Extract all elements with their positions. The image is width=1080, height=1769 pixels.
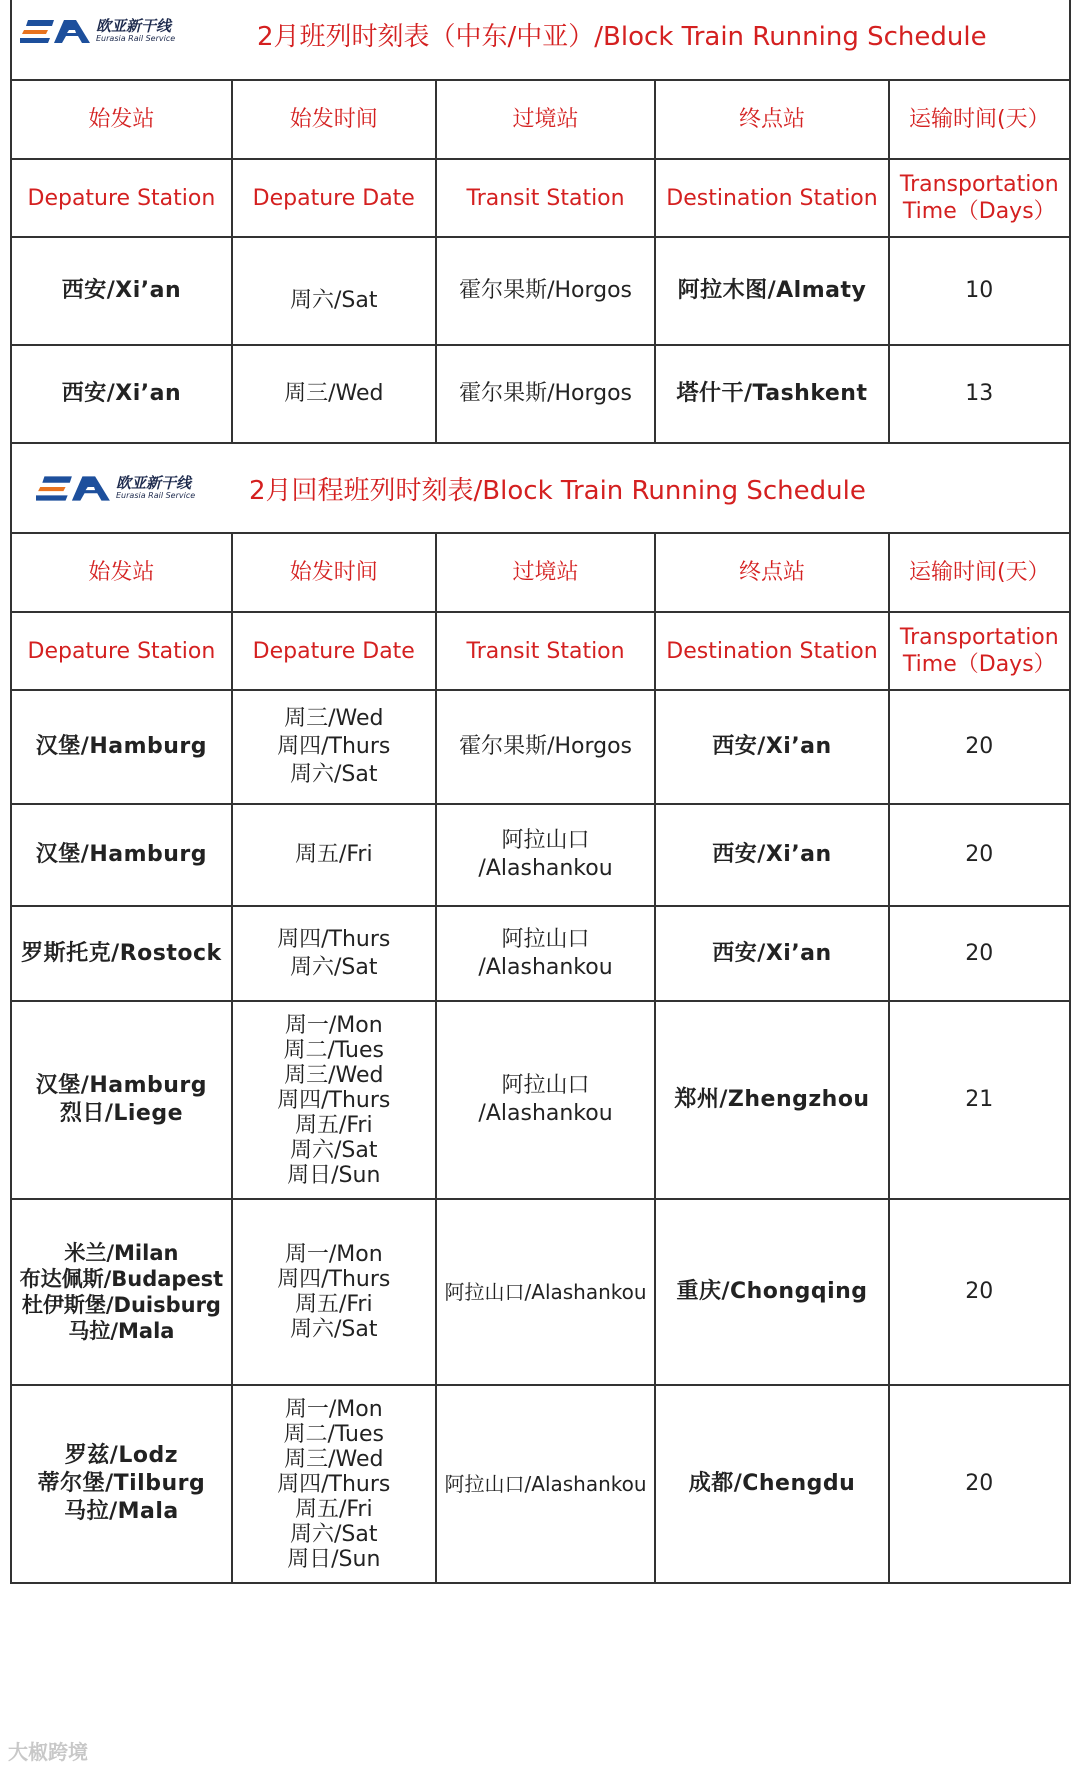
header-en-row <box>11 159 1070 237</box>
brand-logo <box>36 474 195 502</box>
outbound-table <box>10 79 1071 444</box>
days-cell: 20 <box>889 1199 1070 1385</box>
table-row <box>11 1199 1070 1385</box>
col-date-en: Depature Date <box>232 612 436 690</box>
col-date-en: Depature Date <box>232 159 436 237</box>
table-row <box>11 690 1070 804</box>
col-date-cn: 始发时间 <box>232 533 436 612</box>
days-cell: 13 <box>889 345 1070 443</box>
destination-cell: 阿拉木图/Almaty <box>655 237 888 345</box>
date-cell: 周一/Mon 周四/Thurs 周五/Fri 周六/Sat <box>232 1199 436 1385</box>
table-row <box>11 1385 1070 1583</box>
col-destination-en: Destination Station <box>655 612 888 690</box>
table-row <box>11 345 1070 443</box>
outbound-banner <box>10 0 1071 79</box>
days-cell: 20 <box>889 906 1070 1001</box>
watermark: 大椒跨境 <box>8 1740 88 1764</box>
table-row <box>11 1001 1070 1199</box>
destination-cell: 塔什干/Tashkent <box>655 345 888 443</box>
destination-cell: 西安/Xi’an <box>655 690 888 804</box>
col-destination-en: Destination Station <box>655 159 888 237</box>
col-date-cn: 始发时间 <box>232 80 436 159</box>
col-transit-en: Transit Station <box>436 159 656 237</box>
table-row <box>11 237 1070 345</box>
col-days-cn: 运输时间(天） <box>889 533 1070 612</box>
brand-en: Eurasia Rail Service <box>96 34 176 43</box>
transit-cell: 阿拉山口 /Alashankou <box>436 1001 656 1199</box>
date-cell: 周三/Wed <box>232 345 436 443</box>
date-cell: 周一/Mon 周二/Tues 周三/Wed 周四/Thurs 周五/Fri 周六/Sat 周日/Sun <box>232 1001 436 1199</box>
days-cell: 20 <box>889 804 1070 906</box>
brand-logo <box>20 18 175 44</box>
departure-cell: 西安/Xi’an <box>11 345 232 443</box>
date-cell: 周四/Thurs 周六/Sat <box>232 906 436 1001</box>
outbound-title: 2月班列时刻表（中东/中亚）/Block Train Running Schedule <box>257 22 987 52</box>
col-departure-cn: 始发站 <box>11 80 232 159</box>
return-table <box>10 532 1071 1584</box>
col-destination-cn: 终点站 <box>655 80 888 159</box>
departure-cell: 西安/Xi’an <box>11 237 232 345</box>
table-row <box>11 804 1070 906</box>
brand-cn: 欧亚新干线 <box>96 17 172 35</box>
departure-cell: 汉堡/Hamburg 烈日/Liege <box>11 1001 232 1199</box>
transit-cell: 阿拉山口/Alashankou <box>436 1385 656 1583</box>
destination-cell: 西安/Xi’an <box>655 804 888 906</box>
header-cn-row <box>11 533 1070 612</box>
days-cell: 20 <box>889 690 1070 804</box>
header-cn-row <box>11 80 1070 159</box>
return-banner <box>10 444 1071 532</box>
destination-cell: 重庆/Chongqing <box>655 1199 888 1385</box>
departure-cell: 汉堡/Hamburg <box>11 690 232 804</box>
brand-mark-icon <box>20 18 92 44</box>
date-cell: 周六/Sat <box>232 237 436 345</box>
col-days-en: Transportation Time（Days） <box>889 612 1070 690</box>
date-cell: 周一/Mon 周二/Tues 周三/Wed 周四/Thurs 周五/Fri 周六/Sat 周日/Sun <box>232 1385 436 1583</box>
col-transit-en: Transit Station <box>436 612 656 690</box>
transit-cell: 霍尔果斯/Horgos <box>436 690 656 804</box>
col-transit-cn: 过境站 <box>436 80 656 159</box>
days-cell: 20 <box>889 1385 1070 1583</box>
table-row <box>11 906 1070 1001</box>
brand-en: Eurasia Rail Service <box>116 491 196 500</box>
destination-cell: 成都/Chengdu <box>655 1385 888 1583</box>
col-departure-en: Depature Station <box>11 612 232 690</box>
departure-cell: 罗斯托克/Rostock <box>11 906 232 1001</box>
days-cell: 21 <box>889 1001 1070 1199</box>
schedule-sheet <box>10 0 1071 1584</box>
col-days-cn: 运输时间(天） <box>889 80 1070 159</box>
date-cell: 周三/Wed 周四/Thurs 周六/Sat <box>232 690 436 804</box>
col-departure-en: Depature Station <box>11 159 232 237</box>
return-title: 2月回程班列时刻表/Block Train Running Schedule <box>249 476 866 506</box>
transit-cell: 阿拉山口 /Alashankou <box>436 906 656 1001</box>
transit-cell: 霍尔果斯/Horgos <box>436 345 656 443</box>
destination-cell: 西安/Xi’an <box>655 906 888 1001</box>
col-destination-cn: 终点站 <box>655 533 888 612</box>
departure-cell: 罗兹/Lodz 蒂尔堡/Tilburg 马拉/Mala <box>11 1385 232 1583</box>
date-cell: 周五/Fri <box>232 804 436 906</box>
col-transit-cn: 过境站 <box>436 533 656 612</box>
destination-cell: 郑州/Zhengzhou <box>655 1001 888 1199</box>
header-en-row <box>11 612 1070 690</box>
transit-cell: 阿拉山口/Alashankou <box>436 1199 656 1385</box>
col-departure-cn: 始发站 <box>11 533 232 612</box>
brand-mark-icon <box>36 474 112 502</box>
transit-cell: 霍尔果斯/Horgos <box>436 237 656 345</box>
transit-cell: 阿拉山口 /Alashankou <box>436 804 656 906</box>
departure-cell: 汉堡/Hamburg <box>11 804 232 906</box>
days-cell: 10 <box>889 237 1070 345</box>
departure-cell: 米兰/Milan 布达佩斯/Budapest 杜伊斯堡/Duisburg 马拉/Mala <box>11 1199 232 1385</box>
col-days-en: Transportation Time（Days） <box>889 159 1070 237</box>
brand-cn: 欧亚新干线 <box>116 474 192 492</box>
